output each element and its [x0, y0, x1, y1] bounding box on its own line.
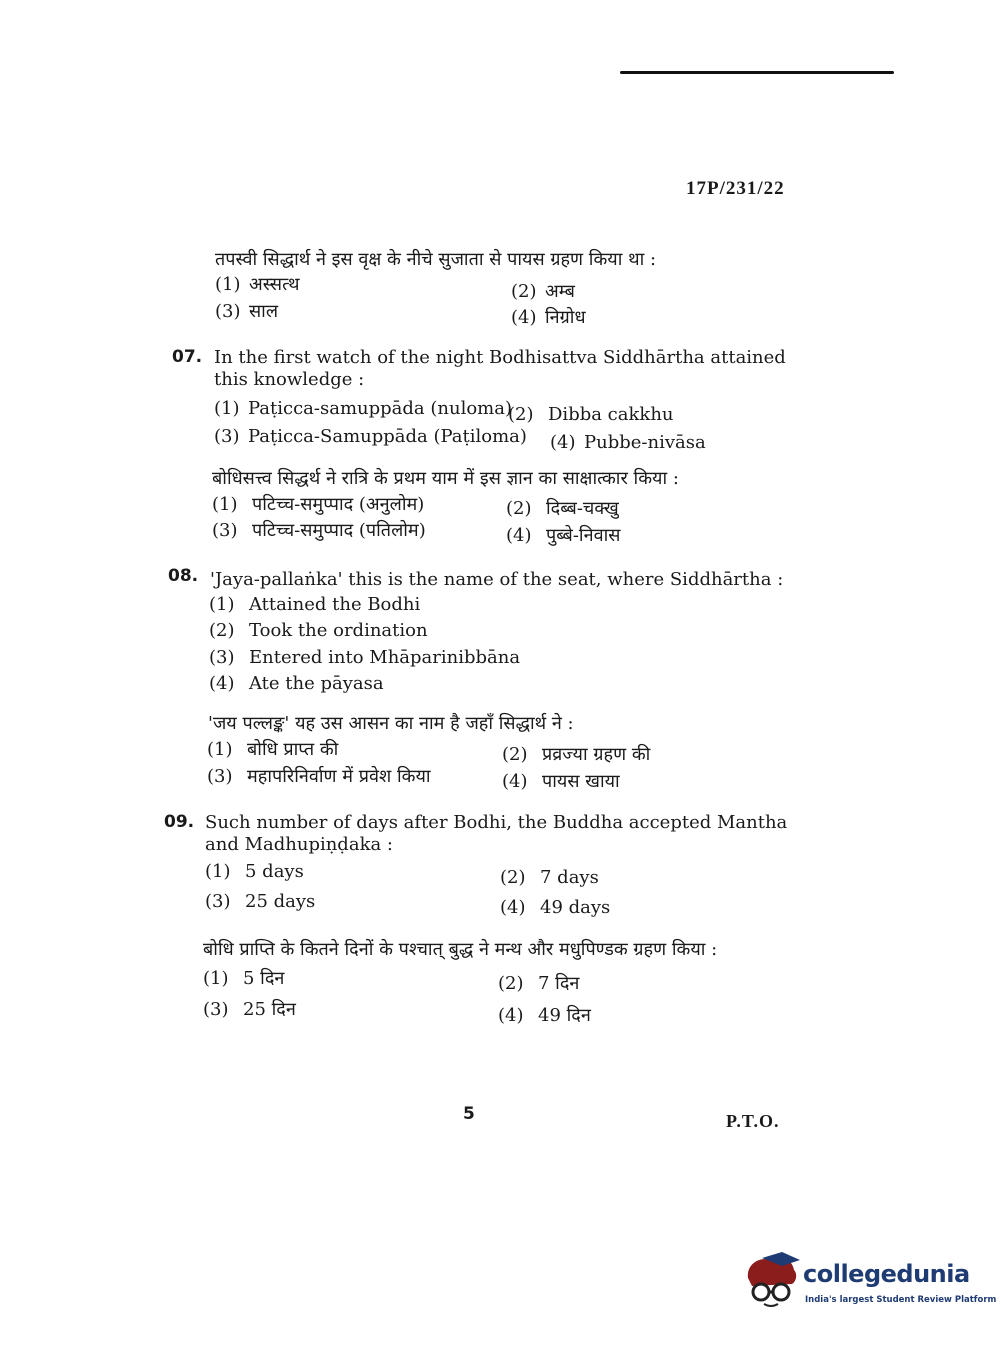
q09-option-1: (1) 5 days [205, 861, 304, 882]
q07-option-2: (2) Dibba cakkhu [508, 404, 674, 425]
q07-number: 07. [172, 347, 203, 367]
q06-option-4: (4) निग्रोध [511, 307, 586, 328]
q08-stem: 'Jaya-pallaṅka' this is the name of the seat, where Siddhārtha : [210, 569, 784, 590]
collegedunia-logo-icon [742, 1252, 804, 1312]
q09-option-3: (3) 25 days [205, 891, 316, 912]
q07-hindi-stem: बोधिसत्त्व सिद्धर्थ ने रात्रि के प्रथम याम में इस ज्ञान का साक्षात्कार किया : [212, 468, 679, 489]
q09-option-2: (2) 7 days [500, 867, 599, 888]
q08-option-4: (4) Ate the pāyasa [209, 673, 384, 694]
q07-stem: In the first watch of the night Bodhisattva Siddhārtha attained this knowledge : [214, 347, 786, 390]
q09-stem: Such number of days after Bodhi, the Buddha accepted Mantha and Madhupiṇḍaka : [205, 812, 788, 855]
q07-hindi-option-1: (1) पटिच्च-समुप्पाद (अनुलोम) [212, 494, 425, 515]
q07-option-3: (3) Paṭicca-Samuppāda (Paṭiloma) [214, 426, 527, 447]
q06-option-2: (2) अम्ब [511, 281, 575, 302]
q08-option-2: (2) Took the ordination [209, 620, 428, 641]
q06-option-3: (3) साल [215, 301, 279, 322]
q08-hindi-option-4: (4) पायस खाया [502, 771, 620, 792]
q06-hindi-stem: तपस्वी सिद्धार्थ ने इस वृक्ष के नीचे सुजाता से पायस ग्रहण किया था : [215, 249, 657, 270]
watermark-brand: collegedunia [803, 1260, 970, 1288]
q07-hindi-option-2: (2) दिब्ब-चक्खु [506, 498, 619, 519]
q08-hindi-option-1: (1) बोधि प्राप्त की [207, 739, 339, 760]
q06-option-1: (1) अस्सत्थ [215, 274, 300, 295]
q08-hindi-stem: 'जय पल्लङ्क' यह उस आसन का नाम है जहाँ सिद्धार्थ ने : [208, 713, 574, 734]
q09-number: 09. [164, 812, 195, 832]
q09-option-4: (4) 49 days [500, 897, 611, 918]
page-number: 5 [463, 1104, 475, 1124]
q09-hindi-option-2: (2) 7 दिन [498, 973, 580, 994]
pto-label: P.T.O. [726, 1111, 780, 1131]
q09-hindi-stem: बोधि प्राप्ति के कितने दिनों के पश्चात् बुद्ध ने मन्थ और मधुपिण्डक ग्रहण किया : [203, 939, 718, 960]
q07-option-1: (1) Paṭicca-samuppāda (nuloma) [214, 398, 513, 419]
q09-hindi-option-4: (4) 49 दिन [498, 1005, 591, 1026]
q08-hindi-option-3: (3) महापरिनिर्वाण में प्रवेश किया [207, 766, 431, 787]
paper-code: 17P/231/22 [686, 178, 785, 199]
q07-hindi-option-3: (3) पटिच्च-समुप्पाद (पतिलोम) [212, 520, 426, 541]
q08-hindi-option-2: (2) प्रव्रज्या ग्रहण की [502, 744, 651, 765]
q08-number: 08. [168, 566, 199, 586]
q08-option-1: (1) Attained the Bodhi [209, 594, 421, 615]
watermark-tagline: India's largest Student Review Platform [805, 1295, 997, 1305]
q07-option-4: (4) Pubbe-nivāsa [550, 432, 706, 453]
top-rule [620, 71, 894, 74]
q09-hindi-option-1: (1) 5 दिन [203, 968, 285, 989]
q07-hindi-option-4: (4) पुब्बे-निवास [506, 525, 621, 546]
q08-option-3: (3) Entered into Mhāparinibbāna [209, 647, 521, 668]
q09-hindi-option-3: (3) 25 दिन [203, 999, 296, 1020]
